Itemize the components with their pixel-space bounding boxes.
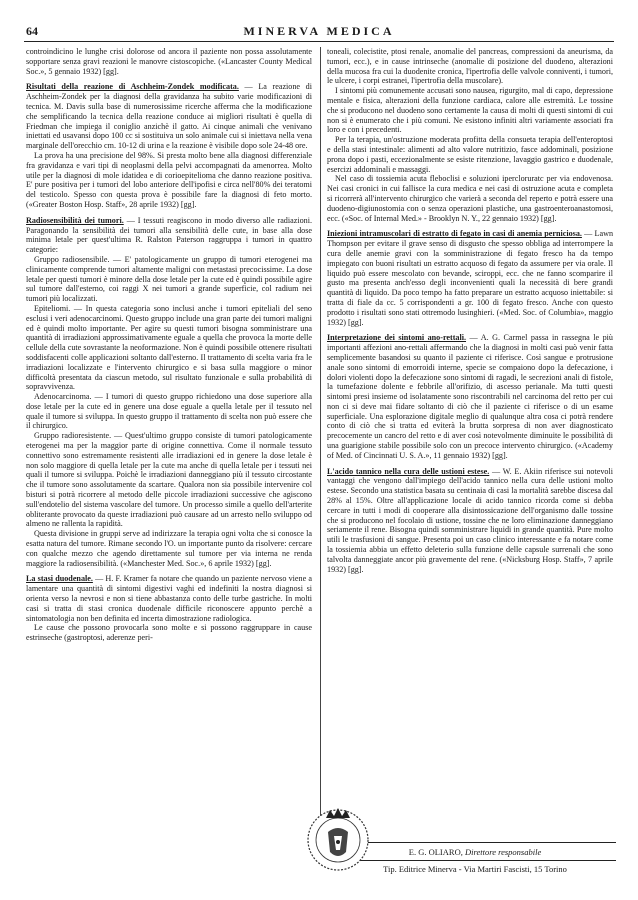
paragraph-text: — H. F. Kramer fa notare che quando un paziente nervoso viene a lamentare una quantità di sintomi digestivi vaghi ed indefiniti la nostra diagnosi si orienta verso la nevrosi e non si tiene abbastanza conto delle turbe gastriche. In molti casi si tratta di stasi cronica duodenale difficile riconoscere appunto perchè a sintomatologia non ben definita ed incerta dimostrazione radiologica.	[26, 574, 312, 623]
article-title: Interpretazione dei sintomi ano-rettali.	[327, 333, 467, 343]
page-number: 64	[26, 24, 38, 38]
article-stasi-cont	[327, 47, 613, 223]
article-title: La stasi duodenale.	[26, 574, 93, 584]
left-column	[26, 47, 312, 643]
paragraph	[26, 623, 312, 643]
printer-line: Tip. Editrice Minerva - Via Martiri Fascisti, 15 Torino	[383, 864, 567, 874]
article-tannico	[327, 467, 613, 575]
paragraph	[26, 82, 312, 151]
paragraph-text: toneali, colecistite, ptosi renale, anomalie del pancreas, compressioni da aneurisma, da tumori, ecc.), e in cause intrinseche (anomalie di posizione del duodeno, alterazioni della mucosa fra cui la duodenite cronica, l'ipertrofia delle valvole conniventi, i tumori, le ulcere, i corpi estranei, l'ipertrofia della muscolare).	[327, 47, 613, 86]
editor-role: Direttore responsabile	[464, 847, 542, 857]
article-cont	[26, 47, 312, 76]
page-header	[26, 24, 612, 38]
article-interpretazione	[327, 333, 613, 460]
paragraph	[26, 216, 312, 255]
paragraph-text: Gruppo radioresistente. — Quest'ultimo gruppo consiste di tumori patologicamente eterogenei ma per la maggior parte di origine connettiva. Come il normale tessuto connettivo sono estremamente resistenti alle irradiazioni ed in genere la dose letale è non solo maggiore di quella letale per la cute ma anche di quella letale per i tessuti nei quali il tumore si sviluppa. Poichè le irradiazioni danneggiano più il tessuto circostante che il tumore sono assolutamente da scartare. Qualora non sia possibile intervenire col bisturi si potrà ricorrere al metodo delle piccole irradiazioni successive che agiscono sull'endotelio del sistema vascolare del tumore. Un processo simile a quello dell'arterite obliterante provocato da queste irradiazioni può causare ad un arresto nello sviluppo od almeno ne rallenta la rapidità.	[26, 431, 312, 529]
article-aschheim	[26, 82, 312, 209]
paragraph	[26, 392, 312, 431]
paragraph-text: I sintomi più comunemente accusati sono nausea, rigurgito, mal di capo, depressione mentale e fisica, alterazioni della funzione cardiaca, calore alle estremità. Le tossine che si producono nel duodeno sono certamente la causa di molti di questi sintomi di cui non si è enumerato che i più comuni. Ne esistono infiniti altri variamente associati fra loro e con i precedenti.	[327, 86, 613, 135]
paragraph	[327, 467, 613, 575]
paragraph	[26, 151, 312, 210]
article-iniezioni	[327, 229, 613, 327]
paragraph-text: — W. E. Akiin riferisce sui notevoli vantaggi che vengono dall'impiego dell'acido tannico nella cura delle ustioni molto estese. Secondo una statistica basata su centinaia di casi la mortalità sarebbe discesa dal 28% al 15%. Oltre all'applicazione locale di acido tannico ricorda come si debba cercare in tutti i modi di cooperare alla disintossicazione dell'organismo dalle tossine che si producono nel focolaio di ustione, tossine che ne loro eliminazione danneggiano seriamente il rene. Bisogna quindi somministrare liquidi in grande quantità. Pure molto utili le trasfusioni di sangue. Presenta poi un caso clinico interessante e fa notare come la tossiemia abbia un effetto deleterio sulla funzione delle capsule surrenali che sono talvolta danneggiate ancor più gravemente del rene. («Nicksburg Hosp. Staff», 7 aprile 1932) [gg].	[327, 466, 613, 574]
paragraph-text: Per la terapia, un'ostruzione moderata profitta della consueta terapia dell'enteroptosi e della stasi intestinale: alimenti ad alto valore nutritizio, fasce addominali, posizione prona dopo i pasti, eccezionalmente se esiste ritenzione, lavaggio gastrico e duodenale, esercizi addominali e massaggi.	[327, 135, 613, 174]
editor-line	[334, 847, 616, 857]
paragraph-text: Nel caso di tossiemia acuta fleboclisi e soluzioni ipercloruratc per via endovenosa. Nei casi cronici in cui fallisce la cura medica e nei casi di ostruzione acuta e completa si ricorrerà all'intervento chirurgico che varierà a seconda del reperto e potrà essere una duodeno-digiunostomia con o senza operazioni plastiche, una gastroenteroanastomosi, ecc. («Soc. of Internal Med.» - Brooklyn N. Y., 22 gennaio 1932) [gg].	[327, 174, 613, 223]
paragraph-text: Questa divisione in gruppi serve ad indirizzare la terapia ogni volta che si conosce la esatta natura del tumore. Rimane secondo l'O. un importante punto da risolvere: cercare con qualche mezzo che agendo direttamente sul tumore per via interna ne renda maggiore la radiosensibilità. («Manchester Med. Soc.», 6 aprile 1932) [gg].	[26, 529, 312, 568]
paragraph-text: Gruppo radiosensibile. — E' patologicamente un gruppo di tumori eterogenei ma clinicamente comprende tumori altamente maligni con metastasi precocissime. La dose letale per questi tumori è minore della dose letale per la cute ed è quindi possibile agire sul tumore dall'esterno, coi raggi X nei tumori a grande superficie, col radium nei tumori più localizzati.	[26, 254, 312, 304]
paragraph-text: — La reazione di Aschheim-Zondek per la diagnosi della gravidanza ha subito varie modificazioni di tecnica. M. Davis sulla base di numerosissime ricerche afferma che la modificazione che semplificando la tecnica della reazione conduce ai migliori risultati è quella di Friedman che impiega il coniglio anzichè il gatto. Ai cinque animali che venivano iniettati ed usavansi dopo 100 cc si sostituiva un solo animale cui si iniettava nella vena marginale dell'orecchio cm. 10-12 di urina e la reazione è visibile dopo sole 24-48 ore.	[26, 82, 312, 151]
article-radiosens	[26, 216, 312, 569]
article-title: Iniezioni intramuscolari di estratto di fegato in casi di anemia perniciosa.	[327, 229, 582, 239]
paragraph-text: — A. G. Carmel passa in rassegna le più importanti affezioni ano-rettali affermando che la diagnosi in molti casi può venir fatta semplicemente basandosi su quanto il paziente ci riferisce. Così sangue e protrusione anale sono sintomi di emorroidi interne, specie se compaiono dopo la defecazione, i dolori violenti dopo la defecazione sono sintomi di ragadi, le secrezioni anali di fistole, la tumefazione dolente e febbrile all'orifizio, di ascesso perianale. Ma tutti questi sintomi presi insieme od isolatamente sono riscontrabili nel carcinoma del retto per cui non ci si deve mai fidare soltanto di ciò che il paziente ci riferisce o di un esame superficiale. Una esplorazione digitale meglio di qualunque altra cosa ci potrà rendere conto di ciò che si tratta ed eviterà la brutta sorpresa di non aver diagnosticato precocemente un cancro del retto e di aver così notevolmente diminuite le possibilità di una guarigione stabile possibile solo con un precoce intervento chirurgico. («Academy of Med. of Cincinnati U. S. A.», 11 gennaio 1932) [gg].	[327, 333, 613, 460]
column-divider	[320, 47, 321, 819]
paragraph-text: — I tessuti reagiscono in modo diverso alle radiazioni. Paragonando la sensibilità dei tumori alla sensibilità delle cute, in base alla dose minima letale per quest'ultima R. Ralston Paterson raggruppa i tumori in quattro categorie:	[26, 215, 313, 255]
paragraph-text: controindicino le lunghe crisi dolorose od ancora il paziente non possa assolutamente sopportare senza gravi reazioni le manovre cistoscopiche. («Lancaster County Medical Soc.», 5 gennaio 1932) [gg].	[26, 47, 312, 76]
paragraph	[26, 574, 312, 623]
paragraph-text: Adenocarcinoma. — I tumori di questo gruppo richiedono una dose superiore alla dose letale per la cute ed in genere una dose eguale a quella letale per il tessuto nel quale il tumore si sviluppa. In questo gruppo il trattamento di scelta non può essere che il chirurgico.	[26, 392, 312, 431]
paragraph	[26, 47, 312, 76]
paragraph-text: Epiteliomi. — In questa categoria sono inclusi anche i tumori epiteliali del seno esclusi i veri adenocarcinomi. Questo gruppo include una gran parte dei tumori maligni ed è quindi molto importante. Per agire su questi tumori bisogna somministrare una quantità di irradiazioni approssimativamente eguale a quella che provoca la morte delle cellule della cute sovrastante la neoformazione. Non è quindi possibile ottenere risultati soddisfacenti colle applicazioni soltanto dall'esterno. Il trattamento di scelta varia fra le irradiazioni localizzate e l'intervento chirurgico e si basa sulla maggiore o minor difficoltà presentata da ciascun metodo, sul risultato funzionale e sulla probabilità di sopravvivenza.	[26, 303, 312, 392]
paragraph-text: La prova ha una precisione del 98%. Si presta molto bene alla diagnosi differenziale fra gravidanza e vari tipi di neoplasmi della pelvi accompagnati da amenorrea. Molto utile per la diagnosi di mole idatidea e di corioepitelioma che danno reazione positiva. E' pure positiva per i tumori del lobo anteriore dell'ipofisi e circa nell'80% dei teratomi del testicolo. Spesso con questa prova è possibile fare la diagnosi di feto morto. («Greater Boston Hosp. Staff», 28 aprile 1932) [gg].	[26, 150, 312, 209]
editor-name: E. G. OLIARO,	[408, 847, 463, 857]
article-title: Radiosensibilità dei tumori.	[26, 215, 124, 225]
footer-rule-top	[334, 842, 616, 843]
paragraph	[327, 86, 613, 135]
journal-title: MINERVA MEDICA	[243, 24, 395, 38]
paragraph	[26, 529, 312, 568]
paragraph	[327, 47, 613, 86]
paragraph	[26, 431, 312, 529]
article-title: Risultati della reazione di Aschheim-Zondek modificata.	[26, 82, 239, 92]
paragraph	[26, 255, 312, 304]
footer-rule-bottom	[334, 860, 616, 861]
right-column	[327, 47, 613, 574]
paragraph-text: Le cause che possono provocarla sono molte e si possono raggruppare in cause estrinseche (gastroptosi, aderenze peri-	[26, 623, 312, 643]
paragraph-text: — Lawn Thompson per evitare il grave senso di disgusto che spesso obbliga ad interrompere la cura delle anemie gravi con la somministrazione di fegato fresco ha da tempo impiegato con buoni risultati un estratto acquoso di fegato da assumere per via orale. Il liquido può essere mescolato con bevande, sciroppi, ecc. che ne fanno scomparire il gusto ma presenta anch'esso degli inconvenienti quali la necessità di bere grandi quantità di liquido. Da poco tempo ha fatto preparare un estratto acquoso iniettabile: si tratta di fiale da cc. 5 corrispondenti a gr. 100 di fegato fresco. Anche con questo prodotto i risultati sono stati ottremodo lusinghieri. («Med. Soc. of Columbia», maggio 1932) [gg].	[327, 229, 614, 327]
header-rule	[24, 41, 614, 42]
paragraph	[327, 333, 613, 460]
paragraph	[26, 304, 312, 392]
paragraph	[327, 229, 613, 327]
library-stamp-seal	[300, 800, 376, 876]
paragraph	[327, 174, 613, 223]
article-title: L'acido tannico nella cura delle ustioni estese.	[327, 466, 490, 476]
paragraph	[327, 135, 613, 174]
article-stasi	[26, 574, 312, 643]
